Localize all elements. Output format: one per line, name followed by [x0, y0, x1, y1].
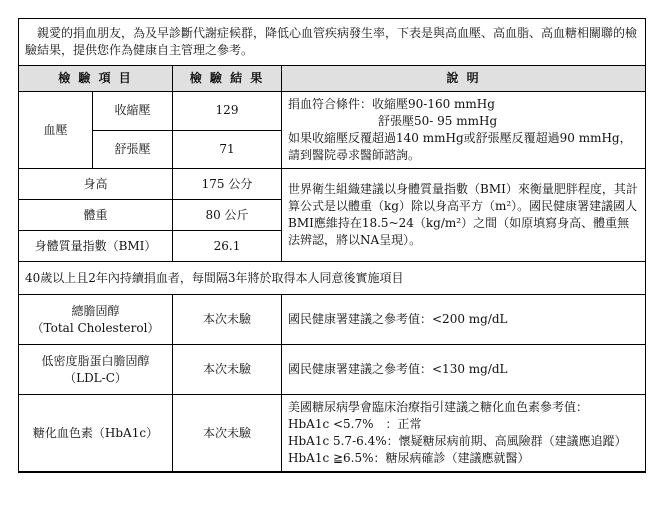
weight-label: 體重 [19, 200, 173, 231]
ldl-value: 本次未驗 [173, 345, 282, 395]
diastolic-label: 舒張壓 [93, 130, 173, 169]
bp-desc-line3: 如果收縮壓反覆超過140 mmHg或舒張壓反覆超過90 mmHg，請到醫院尋求醫師諮詢。 [288, 131, 632, 162]
bp-desc-line1: 捐血符合條件：收縮壓90-160 mmHg [288, 97, 495, 111]
hba1c-desc-line3: HbA1c 5.7-6.4%：懷疑糖尿病前期、高風險群（建議應追蹤） [288, 434, 627, 448]
height-label: 身高 [19, 169, 173, 200]
header-description: 說 明 [282, 66, 646, 92]
cholesterol-label-zh: 總膽固醇 [71, 303, 120, 318]
ldl-label [19, 345, 173, 395]
hba1c-desc-line2: HbA1c <5.7% ：正常 [288, 417, 422, 431]
hba1c-desc-line4: HbA1c ≧6.5%：糖尿病確診（建議應就醫） [288, 451, 530, 465]
height-value: 175 公分 [173, 169, 282, 200]
cholesterol-label-en: （Total Cholesterol） [31, 320, 160, 335]
header-item: 檢 驗 項 目 [19, 66, 173, 92]
header-result: 檢 驗 結 果 [173, 66, 282, 92]
bp-description [282, 92, 646, 169]
hba1c-desc-line1: 美國糖尿病學會臨床治療指引建議之糖化血色素參考值： [288, 400, 589, 414]
ldl-label-zh: 低密度脂蛋白膽固醇 [41, 353, 150, 368]
hba1c-label: 糖化血色素（HbA1c） [19, 395, 173, 473]
diastolic-value: 71 [173, 130, 282, 169]
bmi-description: 世界衛生組織建議以身體質量指數（BMI）來衡量肥胖程度，其計算公式是以體重（kg）除以身高平方（m²）。國民健康署建議國人BMI應維持在18.5~24（kg/m²）之間（如原填寫身高、體重無法辨認，將以NA呈現）。 [282, 169, 646, 262]
hba1c-description [282, 395, 646, 473]
bmi-value: 26.1 [173, 231, 282, 262]
cholesterol-description: 國民健康署建議之參考值：<200 mg/dL [282, 295, 646, 345]
hba1c-value: 本次未驗 [173, 395, 282, 473]
cholesterol-label [19, 295, 173, 345]
bmi-label: 身體質量指數（BMI） [19, 231, 173, 262]
ldl-description: 國民健康署建議之參考值：<130 mg/dL [282, 345, 646, 395]
section-note: 40歲以上且2年內持續捐血者，每間隔3年將於取得本人同意後實施項目 [19, 262, 646, 295]
bp-desc-line2: 舒張壓50- 95 mmHg [378, 114, 498, 128]
systolic-value: 129 [173, 92, 282, 131]
health-report-table [18, 18, 646, 473]
intro-text: 親愛的捐血朋友，為及早診斷代謝症候群，降低心血管疾病發生率，下表是與高血壓、高血脂、高血糖相關聯的檢驗結果，提供您作為健康自主管理之參考。 [19, 19, 646, 66]
systolic-label: 收縮壓 [93, 92, 173, 131]
bp-label: 血壓 [19, 92, 93, 169]
ldl-label-en: （LDL-C） [64, 370, 127, 385]
cholesterol-value: 本次未驗 [173, 295, 282, 345]
weight-value: 80 公斤 [173, 200, 282, 231]
